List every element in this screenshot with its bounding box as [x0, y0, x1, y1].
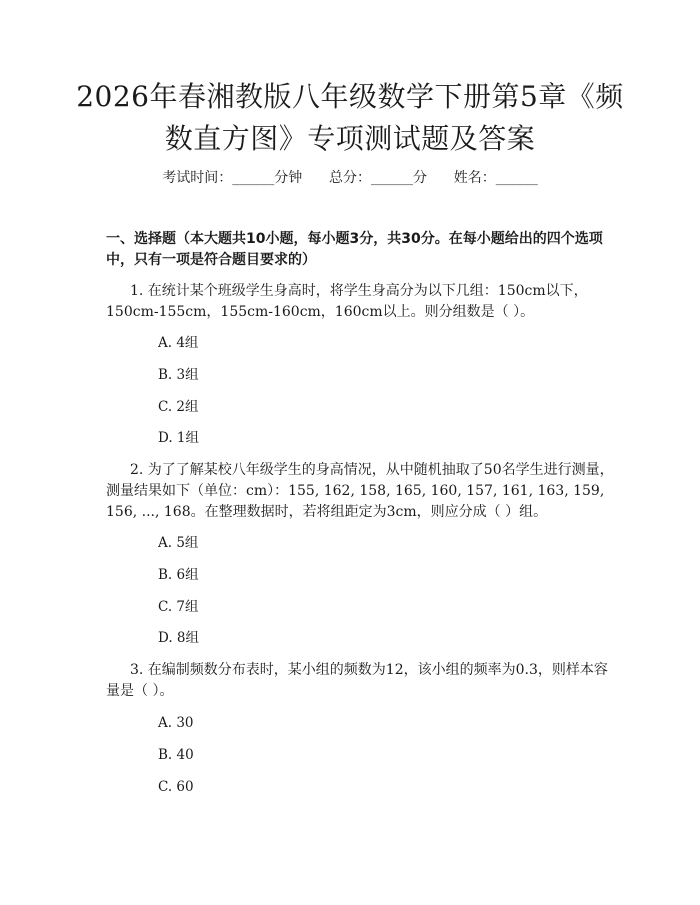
section-heading-multiple-choice: 一、选择题（本大题共10小题，每小题3分，共30分。在每小题给出的四个选项中，只有一项是符合题目要求的）: [106, 231, 603, 268]
question-2-option-c: C. 7组: [158, 599, 199, 615]
question-1-option-b: B. 3组: [158, 367, 199, 383]
question-2-option-d: D. 8组: [158, 630, 200, 646]
question-3-option-b: B. 40: [158, 747, 194, 763]
question-3-option-c: C. 60: [158, 779, 194, 795]
question-1-option-a: A. 4组: [158, 335, 199, 351]
question-3: 3. 在编制频数分布表时，某小组的频数为12，该小组的频率为0.3，则样本容量是（ ）。: [106, 662, 608, 699]
question-2-option-b: B. 6组: [158, 567, 199, 583]
question-1: 1. 在统计某个班级学生身高时，将学生身高分为以下几组：150cm以下，150cm-155cm，155cm-160cm，160cm以上。则分组数是（ ）。: [106, 283, 588, 320]
question-2: 2. 为了了解某校八年级学生的身高情况，从中随机抽取了50名学生进行测量，测量结果如下（单位：cm）：155, 162, 158, 165, 160, 157, 161, 163, 159, 156, ..., 168。在整理数据时，若将组距定为3cm，则应分成（ ）组。: [106, 462, 614, 520]
question-3-option-a: A. 30: [158, 715, 194, 731]
exam-meta-line: 考试时间：______分钟 总分：______分 姓名：______: [162, 170, 538, 186]
document-title: 2026年春湘教版八年级数学下册第5章《频数直方图》专项测试题及答案: [76, 80, 624, 155]
question-1-option-d: D. 1组: [158, 430, 200, 446]
question-2-option-a: A. 5组: [158, 535, 199, 551]
question-1-option-c: C. 2组: [158, 399, 199, 415]
